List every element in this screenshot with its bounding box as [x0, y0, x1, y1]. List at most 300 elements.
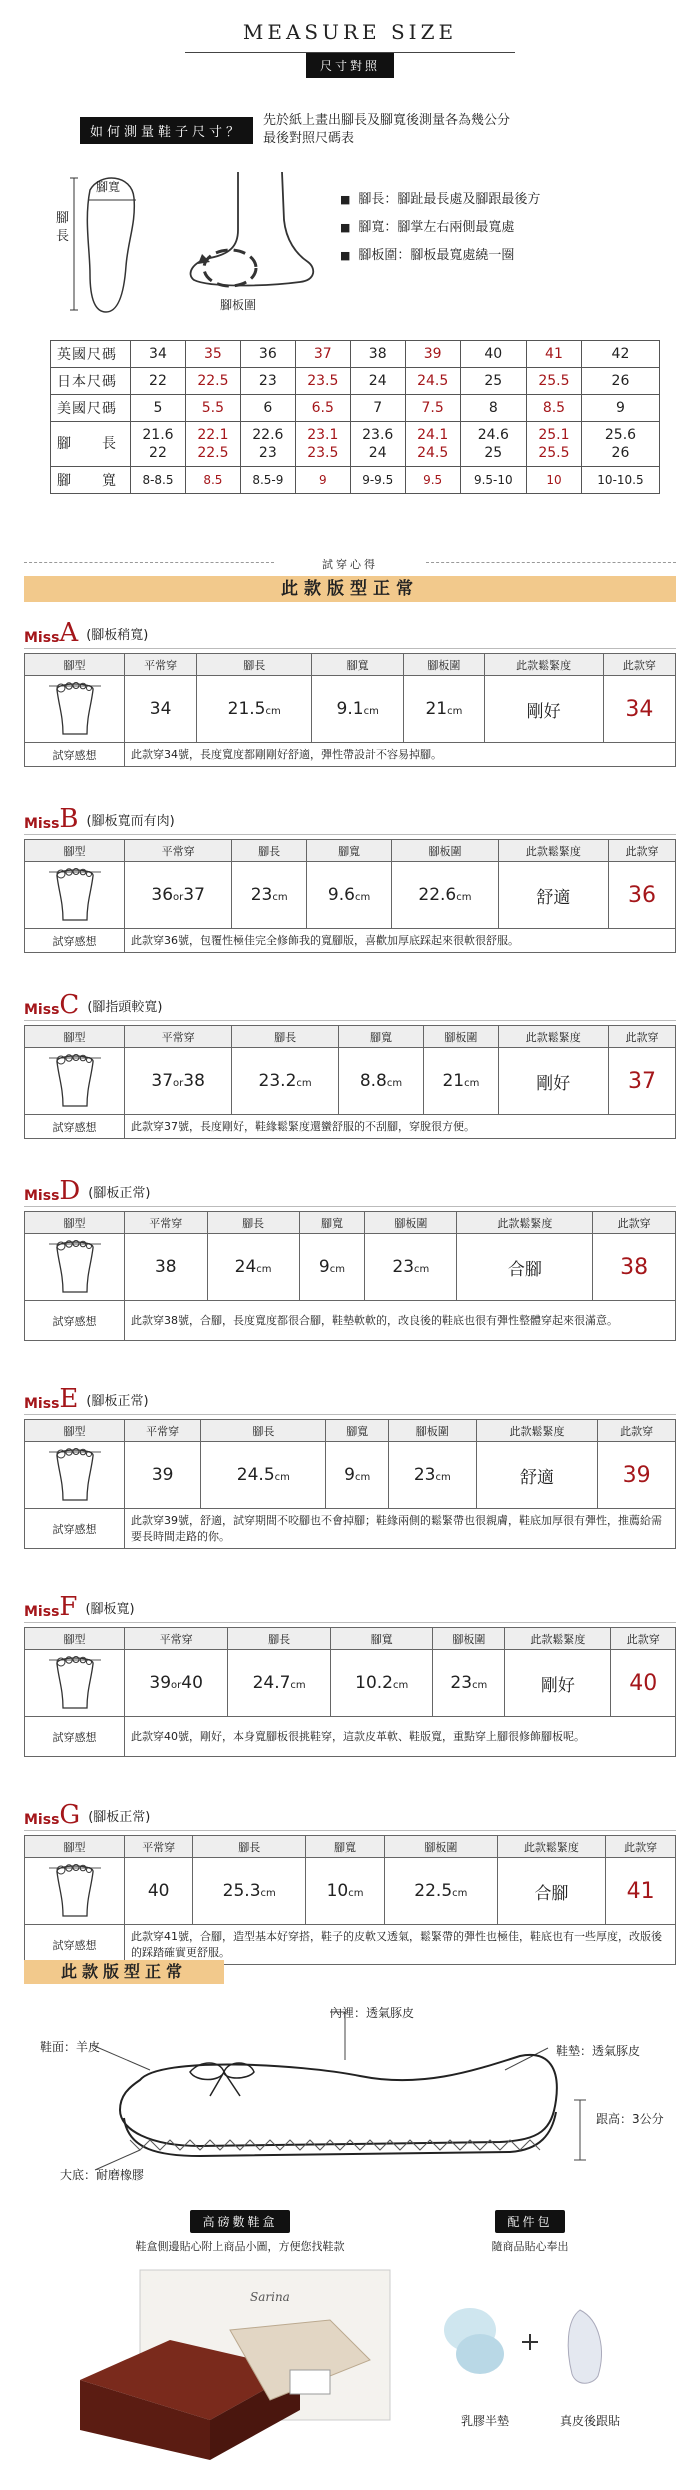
width-value: 8.8 — [359, 1071, 387, 1091]
length-cell — [581, 422, 659, 467]
miss-e-section — [24, 1386, 676, 1549]
miss-title — [24, 992, 676, 1018]
miss-note: (腳板正常) — [88, 1810, 151, 1825]
miss-header-cell: 腳寬 — [338, 1026, 423, 1048]
width-value: 9 — [344, 1465, 355, 1485]
girth-value: 23 — [450, 1673, 473, 1693]
unit-cm: cm — [256, 1264, 272, 1275]
length-bottom: 26 — [611, 445, 630, 461]
box-pill: 高磅數鞋盒 — [190, 2210, 289, 2233]
size-cell: 26 — [581, 368, 659, 395]
miss-header-cell: 腳寬 — [306, 840, 391, 862]
miss-header-cell: 此款鬆緊度 — [498, 1026, 608, 1048]
miss-name: Miss — [24, 816, 60, 832]
miss-underline — [24, 834, 676, 835]
miss-header-cell: 平常穿 — [125, 1212, 208, 1234]
width-value: 9 — [318, 1257, 330, 1277]
length-cell — [526, 422, 581, 467]
miss-title — [24, 1594, 676, 1620]
length-top: 23.1 — [307, 427, 339, 443]
width-cell: 8.5 — [185, 467, 240, 494]
feel-text: 此款穿41號，合腳，造型基本好穿搭，鞋子的皮軟又透氣，鬆緊帶的彈性也極佳，鞋底也有一些厚度，改版後的踩踏確實更舒服。 — [125, 1925, 676, 1965]
insole-label: 鞋墊：透氣豚皮 — [556, 2044, 641, 2058]
length-value: 23 — [250, 885, 273, 905]
foot-sketch-icon — [45, 1858, 105, 1920]
length-bottom: 22.5 — [197, 445, 229, 461]
howto-desc-line1: 先於紙上畫出腳長及腳寬後測量各為幾公分 — [263, 113, 511, 128]
miss-letter: B — [59, 804, 79, 834]
fit-size-cell: 36 — [608, 862, 675, 929]
accessory-label-1: 乳膠半墊 — [460, 2414, 509, 2428]
unit-cm: cm — [348, 1888, 364, 1899]
foot-length-label: 腳長 — [56, 211, 70, 244]
miss-header-cell: 平常穿 — [125, 840, 232, 862]
length-top: 22.1 — [197, 427, 229, 443]
accessory-label-2: 真皮後跟貼 — [559, 2414, 620, 2428]
miss-title — [24, 806, 676, 832]
miss-title — [24, 1386, 676, 1412]
miss-header-cell: 此款穿 — [606, 1836, 676, 1858]
length-cell — [197, 676, 312, 743]
length-bottom: 24.5 — [417, 445, 449, 461]
miss-header-cell: 此款鬆緊度 — [476, 1420, 598, 1442]
unit-cm: cm — [296, 1078, 312, 1089]
inner-label: 內裡：透氣豚皮 — [330, 2006, 415, 2020]
width-cell — [326, 1442, 389, 1509]
length-top: 23.6 — [362, 427, 394, 443]
unit-cm: cm — [435, 1472, 451, 1483]
usual-size: 40 — [147, 1881, 170, 1901]
miss-header-cell: 平常穿 — [125, 654, 197, 676]
miss-header-cell: 腳型 — [25, 1420, 125, 1442]
foot-sketch-icon — [45, 862, 105, 924]
miss-header-cell: 腳長 — [207, 1212, 299, 1234]
feel-text: 此款穿37號，長度剛好，鞋緣鬆緊度還蠻舒服的不刮腳，穿脫很方便。 — [125, 1115, 676, 1139]
miss-header-cell: 此款鬆緊度 — [497, 1836, 605, 1858]
miss-underline — [24, 1414, 676, 1415]
length-bottom: 23.5 — [307, 445, 339, 461]
feel-text: 此款穿34號，長度寬度都剛剛好舒適，彈性帶設計不容易掉腳。 — [125, 743, 676, 767]
shoebox-icon — [80, 2260, 400, 2460]
feel-label: 試穿感想 — [25, 1717, 125, 1757]
miss-note: (腳指頭較寬) — [87, 1000, 163, 1015]
width-value: 9.1 — [336, 699, 364, 719]
header-tab: 尺寸對照 — [306, 53, 394, 78]
usual-cell — [125, 1234, 208, 1301]
miss-header-cell: 腳型 — [25, 1212, 125, 1234]
divider-right — [426, 562, 676, 563]
length-cell — [228, 1650, 331, 1717]
unit-cm: cm — [354, 892, 371, 903]
accessories-icon — [430, 2290, 630, 2400]
size-cell: 35 — [185, 341, 240, 368]
length-cell — [201, 1442, 326, 1509]
miss-note: (腳板寬而有肉) — [86, 814, 175, 829]
foot-cell — [25, 676, 125, 743]
unit-cm: cm — [290, 1680, 306, 1691]
or-label: or — [173, 1078, 184, 1089]
usual-size-b: 38 — [183, 1071, 205, 1091]
miss-table — [24, 653, 676, 767]
foot-cell — [25, 1442, 125, 1509]
usual-size: 39 — [151, 1465, 174, 1485]
unit-cm: cm — [386, 1078, 403, 1089]
size-row — [51, 341, 660, 368]
size-row — [51, 368, 660, 395]
feel-label: 試穿感想 — [25, 1301, 125, 1341]
miss-header-cell: 此款穿 — [593, 1212, 676, 1234]
tryon-header — [0, 556, 700, 572]
fit-cell: 合腳 — [497, 1858, 605, 1925]
fit-cell: 剛好 — [484, 676, 603, 743]
unit-cm: cm — [447, 706, 463, 717]
accessory-desc: 隨商品貼心奉出 — [491, 2240, 569, 2253]
miss-header-cell: 此款鬆緊度 — [498, 840, 608, 862]
size-cell: 8 — [460, 395, 526, 422]
length-cell — [232, 1048, 339, 1115]
miss-note: (腳板正常) — [86, 1394, 149, 1409]
brand-label: Sarina — [250, 2290, 290, 2304]
size-cell: 6 — [240, 395, 295, 422]
girth-value: 22.6 — [418, 885, 457, 905]
feel-label: 試穿感想 — [25, 1509, 125, 1549]
size-cell: 23 — [240, 368, 295, 395]
miss-table — [24, 839, 676, 953]
size-cell: 42 — [581, 341, 659, 368]
size-cell: 39 — [405, 341, 460, 368]
miss-name: Miss — [24, 1604, 60, 1620]
miss-table — [24, 1627, 676, 1757]
unit-cm: cm — [456, 892, 472, 903]
miss-name: Miss — [24, 1188, 60, 1204]
miss-header-cell: 腳板圍 — [365, 1212, 457, 1234]
feel-label: 試穿感想 — [25, 743, 125, 767]
howto-row — [80, 112, 700, 148]
miss-header-cell: 腳型 — [25, 1836, 125, 1858]
howto-pill: 如何測量鞋子尺寸？ — [80, 117, 253, 144]
width-cell: 8-8.5 — [131, 467, 186, 494]
miss-g-section — [24, 1802, 676, 1965]
miss-header-cell: 腳板圍 — [388, 1420, 476, 1442]
miss-header-cell: 此款穿 — [598, 1420, 676, 1442]
miss-header-cell: 平常穿 — [125, 1628, 228, 1650]
width-value: 10.2 — [355, 1673, 393, 1693]
unit-cm: cm — [354, 1472, 371, 1483]
miss-header-cell: 腳板圍 — [385, 1836, 498, 1858]
length-value: 24 — [234, 1257, 257, 1277]
usual-cell — [125, 676, 197, 743]
miss-header-cell: 腳型 — [25, 654, 125, 676]
unit-cm: cm — [329, 1264, 345, 1275]
foot-cell — [25, 862, 125, 929]
length-cell — [405, 422, 460, 467]
page-title: MEASURE SIZE — [242, 20, 458, 44]
or-label: or — [173, 892, 184, 903]
miss-table — [24, 1025, 676, 1139]
foot-width-label: 腳寬 — [96, 180, 121, 194]
miss-underline — [24, 648, 676, 649]
usual-cell — [125, 1650, 228, 1717]
miss-table — [24, 1419, 676, 1549]
miss-header-cell: 腳寬 — [326, 1420, 389, 1442]
width-cell: 9-9.5 — [350, 467, 405, 494]
size-cell: 25.5 — [526, 368, 581, 395]
bullet-length: ■ 腳長：腳趾最長處及腳跟最後方 — [340, 186, 540, 214]
measure-bullets — [340, 186, 540, 270]
unit-cm: cm — [274, 1472, 290, 1483]
unit-cm: cm — [452, 1888, 468, 1899]
miss-b-section — [24, 806, 676, 953]
girth-cell — [385, 1858, 498, 1925]
size-row-label: 英國尺碼 — [51, 341, 131, 368]
unit-cm: cm — [414, 1264, 430, 1275]
size-cell: 24 — [350, 368, 405, 395]
usual-size-a: 37 — [151, 1071, 174, 1091]
length-top: 22.6 — [252, 427, 284, 443]
length-cell — [295, 422, 350, 467]
foot-cell — [25, 1234, 125, 1301]
fit-cell: 合腳 — [457, 1234, 593, 1301]
miss-header-cell: 腳長 — [232, 840, 307, 862]
foot-cell — [25, 1650, 125, 1717]
length-bottom: 24 — [368, 445, 387, 461]
unit-cm: cm — [265, 706, 281, 717]
miss-header-cell: 腳長 — [232, 1026, 339, 1048]
feel-label: 試穿感想 — [25, 1925, 125, 1965]
miss-letter: A — [59, 618, 79, 648]
girth-label: 腳板圍 — [220, 298, 257, 312]
length-cell — [232, 862, 307, 929]
miss-d-section — [24, 1178, 676, 1341]
miss-header-cell: 腳型 — [25, 1026, 125, 1048]
box-desc: 鞋盒側邊貼心附上商品小圖，方便您找鞋款 — [135, 2240, 345, 2253]
fit-size-cell: 38 — [593, 1234, 676, 1301]
size-cell: 7 — [350, 395, 405, 422]
fit-cell: 舒適 — [476, 1442, 598, 1509]
foot-sketch-icon — [45, 1442, 105, 1504]
foot-cell — [25, 1048, 125, 1115]
miss-c-section — [24, 992, 676, 1139]
feel-text: 此款穿40號，剛好，本身寬腳板很挑鞋穿，這款皮革軟、鞋版寬，重點穿上腳很修飾腳板呢。 — [125, 1717, 676, 1757]
miss-header-cell: 腳板圍 — [424, 1026, 499, 1048]
foot-cell — [25, 1858, 125, 1925]
bullet-girth: ■ 腳板圍：腳板最寬處繞一圈 — [340, 242, 540, 270]
miss-header-cell: 此款穿 — [611, 1628, 676, 1650]
girth-value: 23 — [392, 1257, 415, 1277]
length-cell — [460, 422, 526, 467]
accessory-pill: 配件包 — [495, 2210, 564, 2233]
fit-size-cell: 37 — [608, 1048, 675, 1115]
length-bottom: 25 — [484, 445, 503, 461]
size-row-width — [51, 467, 660, 494]
fit-size-cell: 39 — [598, 1442, 676, 1509]
width-value: 9.6 — [327, 885, 355, 905]
size-cell: 40 — [460, 341, 526, 368]
girth-value: 22.5 — [414, 1881, 453, 1901]
size-cell: 22.5 — [185, 368, 240, 395]
length-top: 25.6 — [604, 427, 637, 443]
width-cell — [338, 1048, 423, 1115]
length-top: 24.1 — [417, 427, 449, 443]
width-cell: 9.5-10 — [460, 467, 526, 494]
upper-label: 鞋面：羊皮 — [40, 2040, 101, 2054]
miss-header-cell: 腳寬 — [299, 1212, 365, 1234]
miss-a-section — [24, 620, 676, 767]
miss-title — [24, 1178, 676, 1204]
feel-text: 此款穿36號，包覆性極佳完全修飾我的寬腳版，喜歡加厚底踩起來很軟很舒服。 — [125, 929, 676, 953]
feel-label: 試穿感想 — [25, 1115, 125, 1139]
heel-label: 跟高：3公分 — [596, 2112, 664, 2126]
miss-letter: C — [59, 990, 80, 1020]
miss-name: Miss — [24, 630, 60, 646]
size-row-label: 腳 寬 — [51, 467, 131, 494]
size-cell: 9 — [581, 395, 659, 422]
fit-size-cell: 41 — [606, 1858, 676, 1925]
length-top: 25.1 — [538, 427, 570, 443]
width-cell — [306, 1858, 385, 1925]
miss-underline — [24, 1020, 676, 1021]
miss-header-cell: 腳長 — [193, 1836, 306, 1858]
usual-size: 34 — [149, 699, 172, 719]
foot-sketch-icon — [45, 676, 105, 738]
size-cell: 5 — [131, 395, 186, 422]
width-cell: 8.5-9 — [240, 467, 295, 494]
width-cell — [330, 1650, 433, 1717]
length-bottom: 25.5 — [538, 445, 570, 461]
usual-size-b: 40 — [181, 1673, 203, 1693]
fit-cell: 剛好 — [498, 1048, 608, 1115]
fit-cell: 剛好 — [505, 1650, 611, 1717]
miss-header-cell: 腳長 — [201, 1420, 326, 1442]
miss-name: Miss — [24, 1002, 60, 1018]
foot-side-icon — [180, 170, 320, 300]
miss-underline — [24, 1622, 676, 1623]
girth-cell — [433, 1650, 505, 1717]
feel-text: 此款穿38號，合腳，長度寬度都很合腳，鞋墊軟軟的，改良後的鞋底也很有彈性整體穿起來很滿意。 — [125, 1301, 676, 1341]
girth-cell — [392, 862, 499, 929]
shoe-diagram — [0, 2000, 700, 2190]
sole-label: 大底：耐磨橡膠 — [60, 2168, 145, 2182]
length-value: 25.3 — [222, 1881, 261, 1901]
feel-text: 此款穿39號，舒適，試穿期間不咬腳也不會掉腳；鞋緣兩側的鬆緊帶也很親膚，鞋底加厚很有彈性，推薦給需要長時間走路的你。 — [125, 1509, 676, 1549]
accessory-section — [440, 2210, 620, 2233]
miss-note: (腳板寬) — [85, 1602, 135, 1617]
fit-size-cell: 40 — [611, 1650, 676, 1717]
width-cell: 10 — [526, 467, 581, 494]
box-section — [150, 2210, 330, 2233]
length-cell — [350, 422, 405, 467]
girth-value: 23 — [413, 1465, 436, 1485]
length-cell — [185, 422, 240, 467]
fit-size-cell: 34 — [603, 676, 675, 743]
length-top: 21.6 — [142, 427, 174, 443]
size-cell: 6.5 — [295, 395, 350, 422]
miss-letter: E — [59, 1384, 79, 1414]
foot-sketch-icon — [45, 1048, 105, 1110]
usual-cell — [125, 1858, 193, 1925]
length-cell — [207, 1234, 299, 1301]
miss-header-cell: 平常穿 — [125, 1836, 193, 1858]
girth-cell — [404, 676, 485, 743]
miss-note: (腳板正常) — [88, 1186, 151, 1201]
width-value: 10 — [326, 1881, 349, 1901]
size-cell: 5.5 — [185, 395, 240, 422]
miss-letter: F — [59, 1592, 78, 1622]
usual-cell — [125, 862, 232, 929]
width-cell: 9.5 — [405, 467, 460, 494]
miss-letter: G — [59, 1800, 81, 1830]
size-row — [51, 395, 660, 422]
size-cell: 24.5 — [405, 368, 460, 395]
usual-size-a: 39 — [149, 1673, 172, 1693]
miss-header-cell: 腳型 — [25, 840, 125, 862]
miss-header-cell: 此款鬆緊度 — [457, 1212, 593, 1234]
size-cell: 25 — [460, 368, 526, 395]
size-cell: 37 — [295, 341, 350, 368]
size-row-label: 腳 長 — [51, 422, 131, 467]
foot-sketch-icon — [45, 1650, 105, 1712]
size-cell: 7.5 — [405, 395, 460, 422]
size-table — [50, 340, 660, 494]
girth-value: 21 — [442, 1071, 465, 1091]
miss-table — [24, 1835, 676, 1965]
or-label: or — [171, 1680, 182, 1691]
header — [0, 0, 700, 78]
miss-header-cell: 腳型 — [25, 1628, 125, 1650]
fit-banner: 此款版型正常 — [24, 576, 676, 602]
unit-cm: cm — [272, 892, 288, 903]
miss-header-cell: 腳板圍 — [392, 840, 499, 862]
miss-header-cell: 平常穿 — [125, 1420, 201, 1442]
girth-value: 21 — [425, 699, 448, 719]
fit-banner-bottom: 此款版型正常 — [24, 1960, 224, 1984]
miss-f-section — [24, 1594, 676, 1757]
size-cell: 23.5 — [295, 368, 350, 395]
howto-desc-line2: 最後對照尺碼表 — [263, 131, 355, 146]
miss-underline — [24, 1830, 676, 1831]
usual-cell — [125, 1048, 232, 1115]
shoe-icon — [0, 2000, 700, 2190]
miss-table — [24, 1211, 676, 1341]
unit-cm: cm — [464, 1078, 480, 1089]
girth-cell — [388, 1442, 476, 1509]
width-cell: 10-10.5 — [581, 467, 659, 494]
size-row-label: 美國尺碼 — [51, 395, 131, 422]
unit-cm: cm — [392, 1680, 409, 1691]
width-cell: 9 — [295, 467, 350, 494]
miss-title — [24, 1802, 676, 1828]
miss-header-cell: 此款鬆緊度 — [505, 1628, 611, 1650]
size-cell: 34 — [131, 341, 186, 368]
usual-cell — [125, 1442, 201, 1509]
miss-header-cell: 腳板圍 — [433, 1628, 505, 1650]
length-cell — [131, 422, 186, 467]
width-cell — [312, 676, 404, 743]
miss-header-cell: 腳板圍 — [404, 654, 485, 676]
unit-cm: cm — [260, 1888, 276, 1899]
miss-name: Miss — [24, 1812, 60, 1828]
miss-header-cell: 腳寬 — [330, 1628, 433, 1650]
miss-name: Miss — [24, 1396, 60, 1412]
girth-cell — [365, 1234, 457, 1301]
measure-diagram — [0, 164, 700, 334]
unit-cm: cm — [363, 706, 379, 717]
length-value: 24.7 — [252, 1673, 291, 1693]
tryon-label: 試穿心得 — [322, 558, 378, 571]
miss-header-cell: 此款穿 — [608, 1026, 675, 1048]
length-value: 23.2 — [258, 1071, 297, 1091]
usual-size-a: 36 — [151, 885, 174, 905]
